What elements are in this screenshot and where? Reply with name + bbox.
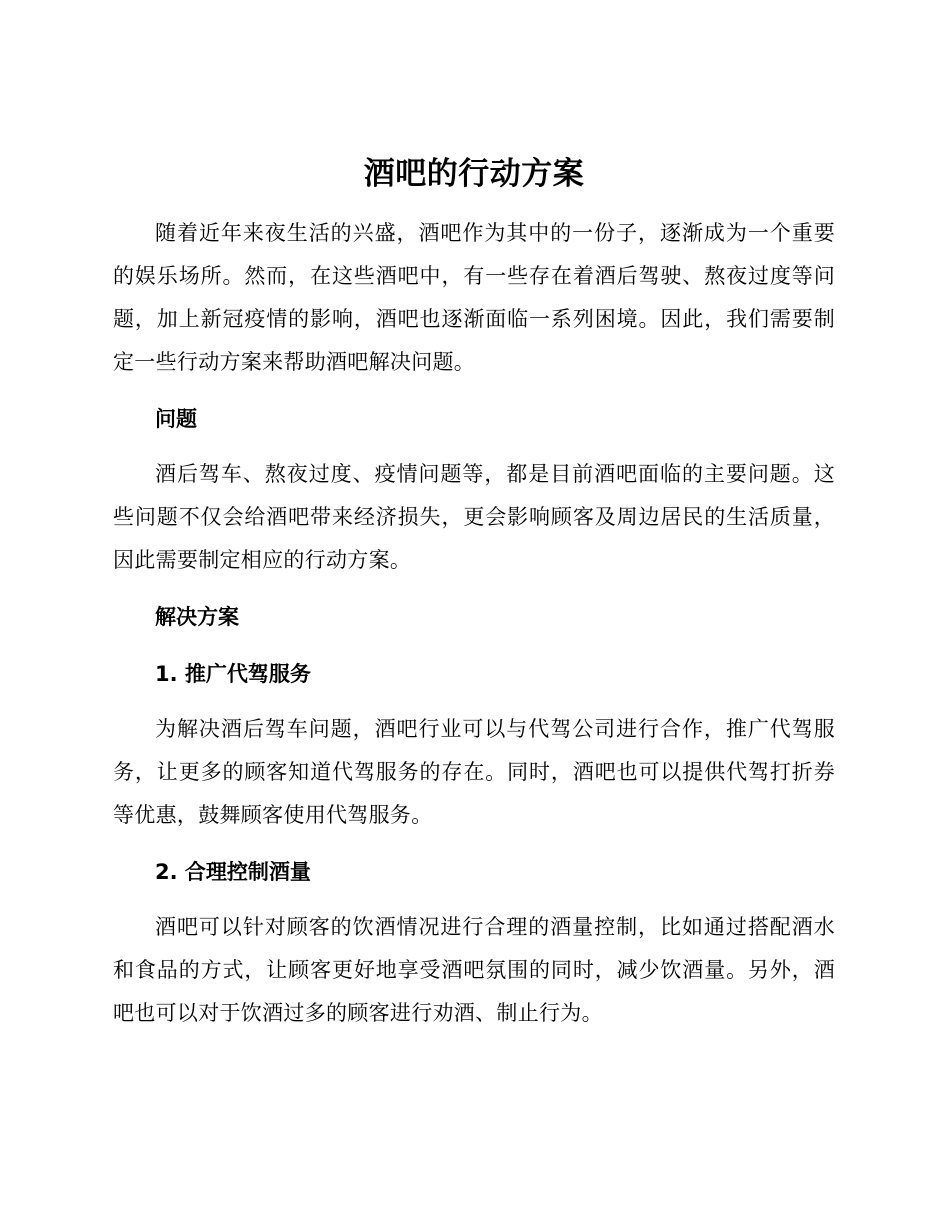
document-page (113, 150, 835, 1035)
section-heading-problem: 问题 (155, 407, 197, 431)
solution-item-heading-2: 2. 合理控制酒量 (155, 860, 311, 884)
section-heading-solution: 解决方案 (155, 605, 239, 629)
document-title: 酒吧的行动方案 (363, 156, 585, 192)
solution-item-heading-1: 1. 推广代驾服务 (155, 662, 311, 686)
problem-paragraph: 酒后驾车、熬夜过度、疫情问题等，都是目前酒吧面临的主要问题。这些问题不仅会给酒吧带来经济损失，更会影响顾客及周边居民的生活质量，因此需要制定相应的行动方案。 (113, 462, 835, 572)
solution-item-paragraph-1: 为解决酒后驾车问题，酒吧行业可以与代驾公司进行合作，推广代驾服务，让更多的顾客知道代驾服务的存在。同时，酒吧也可以提供代驾打折券等优惠，鼓舞顾客使用代驾服务。 (113, 717, 835, 827)
solution-item-paragraph-2: 酒吧可以针对顾客的饮酒情况进行合理的酒量控制，比如通过搭配酒水和食品的方式，让顾客更好地享受酒吧氛围的同时，减少饮酒量。另外，酒吧也可以对于饮酒过多的顾客进行劝酒、制止行为。 (113, 915, 835, 1025)
intro-paragraph: 随着近年来夜生活的兴盛，酒吧作为其中的一份子，逐渐成为一个重要的娱乐场所。然而，在这些酒吧中，有一些存在着酒后驾驶、熬夜过度等问题，加上新冠疫情的影响，酒吧也逐渐面临一系列困境。因此，我们需要制定一些行动方案来帮助酒吧解决问题。 (113, 221, 835, 374)
